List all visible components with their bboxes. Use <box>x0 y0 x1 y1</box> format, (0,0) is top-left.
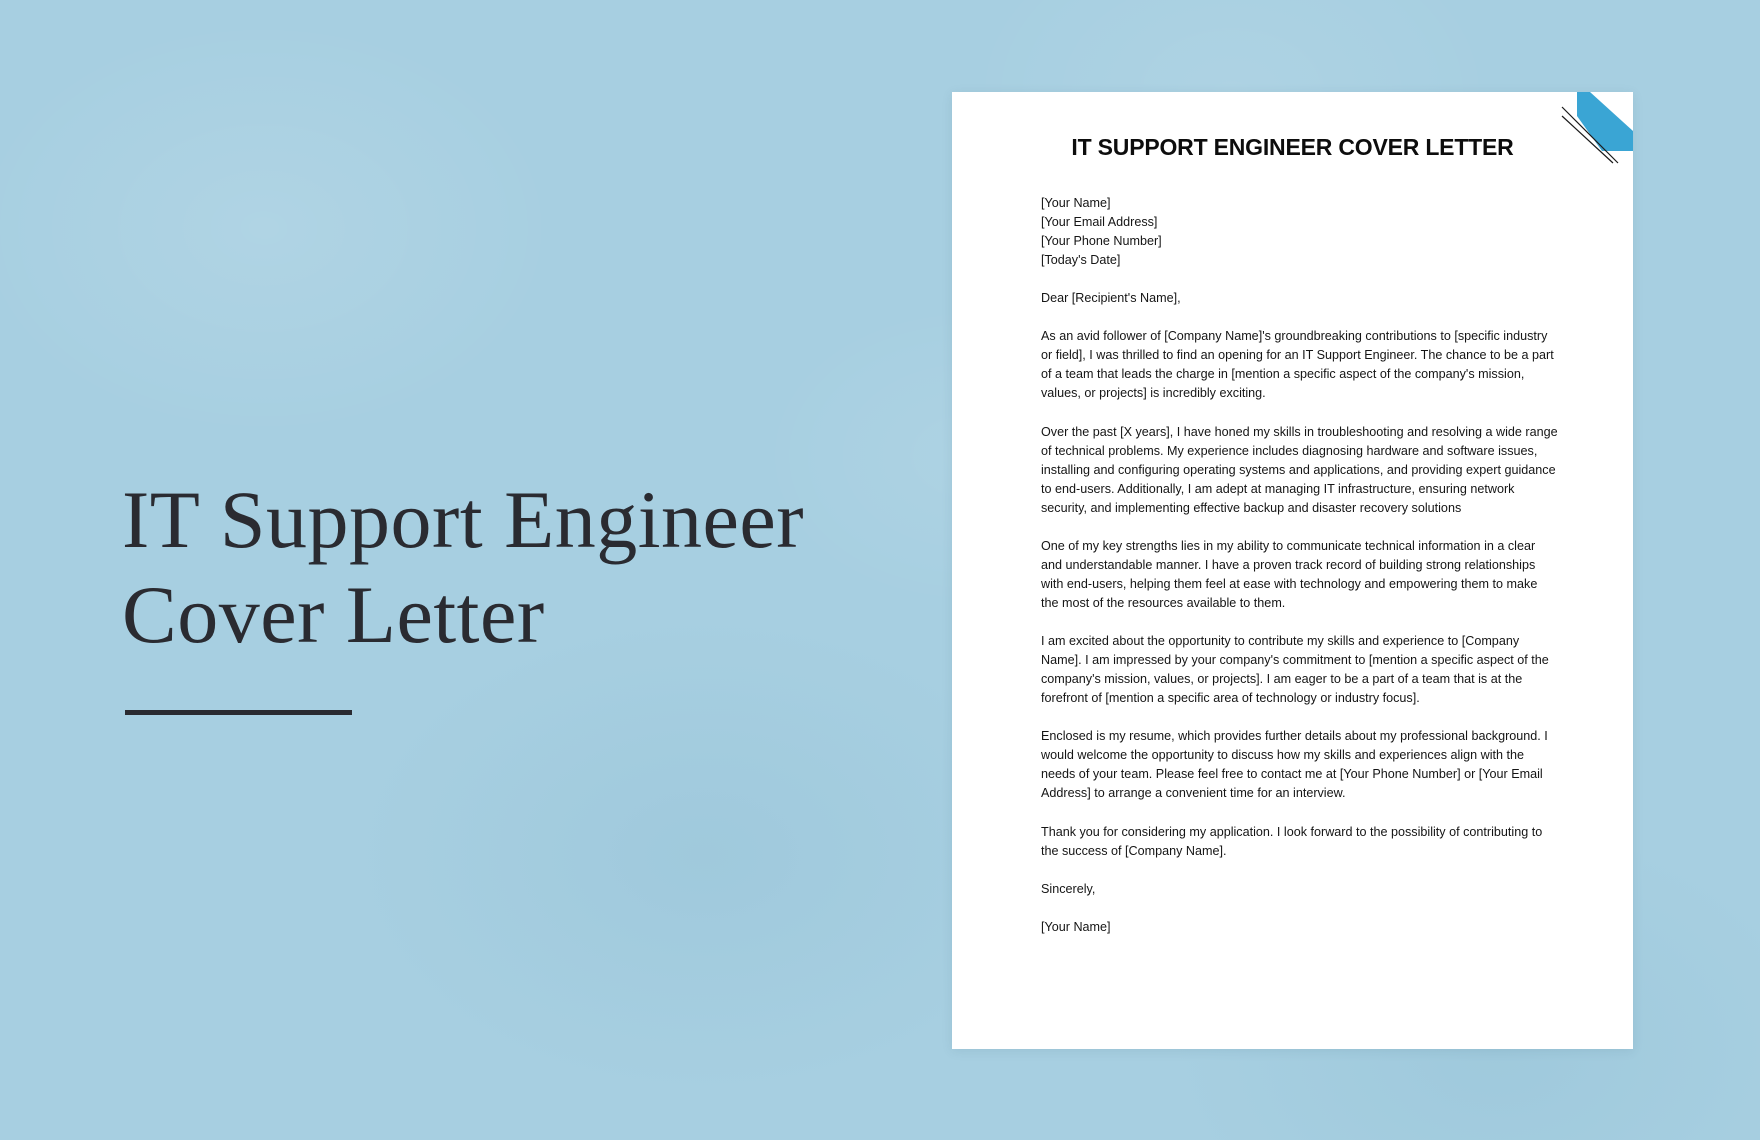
hero-title <box>122 472 804 662</box>
paragraph-line: company's mission, values, or projects]. I am eager to be a part of a team that is at the <box>1041 672 1523 687</box>
salutation-text: Dear [Recipient's Name], <box>1041 291 1181 306</box>
sender-phone: [Your Phone Number] <box>1041 234 1162 249</box>
paragraph-line: with end-users, helping them feel at ease with technology and empowering them to make <box>1041 576 1538 591</box>
paragraph-thanks <box>1041 823 1601 861</box>
paragraph-line: One of my key strengths lies in my ability to communicate technical information in a clear <box>1041 538 1536 553</box>
document-page <box>952 92 1633 1049</box>
paragraph-line: forefront of [mention a specific area of technology or industry focus]. <box>1041 691 1420 706</box>
paragraph-line: Address] to arrange a convenient time for an interview. <box>1041 786 1346 801</box>
paragraph-line: As an avid follower of [Company Name]'s groundbreaking contributions to [specific industry <box>1041 329 1548 344</box>
paragraph-line: of a team that leads the charge in [mention a specific aspect of the company's mission, <box>1041 367 1525 382</box>
paragraph-line: values, or projects] is incredibly exciting. <box>1041 386 1266 401</box>
paragraph-line: installing and configuring operating systems and applications, and providing expert guidance <box>1041 462 1556 477</box>
paragraph-line: Over the past [X years], I have honed my skills in troubleshooting and resolving a wide range <box>1041 424 1558 439</box>
sender-name: [Your Name] <box>1041 196 1111 210</box>
sender-email: [Your Email Address] <box>1041 215 1158 230</box>
hero-title-line-2: Cover Letter <box>122 569 545 660</box>
paragraph-line: I am excited about the opportunity to contribute my skills and experience to [Company <box>1041 634 1520 649</box>
salutation <box>1041 289 1601 308</box>
paragraph-strengths <box>1041 537 1601 613</box>
paragraph-line: Thank you for considering my application. I look forward to the possibility of contributing to <box>1041 824 1543 839</box>
paragraph-line: the most of the resources available to them. <box>1041 595 1286 610</box>
hero-underline-divider <box>125 710 352 715</box>
paragraph-experience <box>1041 423 1601 518</box>
paragraph-motivation <box>1041 632 1601 708</box>
signature <box>1041 918 1601 937</box>
paragraph-line: would welcome the opportunity to discuss how my skills and experiences align with the <box>1041 748 1525 763</box>
paragraph-line: the success of [Company Name]. <box>1041 843 1227 858</box>
letter-date: [Today's Date] <box>1041 253 1121 268</box>
hero-title-line-1: IT Support Engineer <box>122 474 805 565</box>
paragraph-line: security, and implementing effective backup and disaster recovery solutions <box>1041 500 1462 515</box>
paragraph-intro <box>1041 327 1601 403</box>
closing <box>1041 880 1601 899</box>
paragraph-line: Name]. I am impressed by your company's commitment to [mention a specific aspect of the <box>1041 653 1549 668</box>
signature-name: [Your Name] <box>1041 919 1111 934</box>
paragraph-enclosure <box>1041 727 1601 803</box>
sender-info <box>1041 194 1601 270</box>
paragraph-line: and understandable manner. I have a proven track record of building strong relationships <box>1041 557 1536 572</box>
document-body <box>1041 194 1601 937</box>
closing-text: Sincerely, <box>1041 881 1096 896</box>
paragraph-line: or field], I was thrilled to find an opening for an IT Support Engineer. The chance to be a part <box>1041 348 1554 363</box>
paragraph-line: to end-users. Additionally, I am adept at managing IT infrastructure, ensuring network <box>1041 481 1515 496</box>
paragraph-line: Enclosed is my resume, which provides further details about my professional background. I <box>1041 729 1548 744</box>
paragraph-line: of technical problems. My experience includes diagnosing hardware and software issues, <box>1041 443 1538 458</box>
document-title: IT SUPPORT ENGINEER COVER LETTER <box>1071 134 1514 160</box>
paragraph-line: needs of your team. Please feel free to contact me at [Your Phone Number] or [Your Email <box>1041 767 1543 782</box>
